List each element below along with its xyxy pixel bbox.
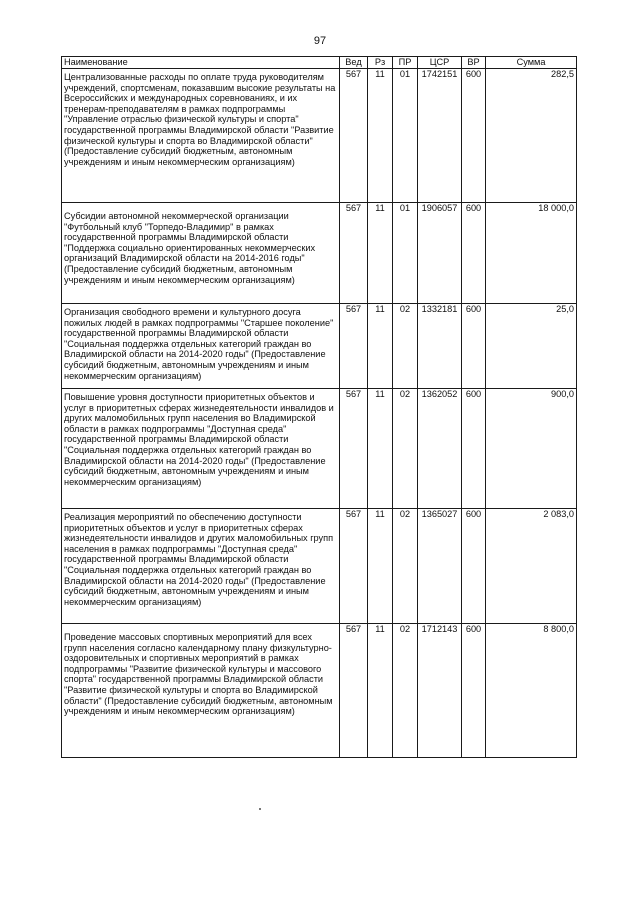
budget-table [61,56,577,758]
row-name: Проведение массовых спортивных мероприятий для всех групп населения согласно календарному плану физкультурно-оздоровительных и спортивных мероприятий в рамках подпрограммы "Развитие физической культуры и массового спорта" государственной программы Владимирской области "Развитие физической культуры и спорта во Владимирской области" (Предоставление субсидий бюджетным, автономным учреждениям и иным некоммерческим организациям) [62,624,340,758]
row-csr: 1742151 [418,69,462,203]
table-row [62,389,577,509]
row-csr: 1712143 [418,624,462,758]
row-name: Субсидии автономной некоммерческой организации "Футбольный клуб "Торпедо-Владимир" в рамках государственной программы Владимирской области "Поддержка социально ориентированных некоммерческих организаций Владимирской области на 2014-2016 годы" (Предоставление субсидий бюджетным, автономным учреждениям и иным некоммерческим организациям) [62,203,340,304]
row-sum: 282,5 [486,69,577,203]
row-vr: 600 [462,203,486,304]
row-ved: 567 [340,624,368,758]
table-row [62,509,577,624]
row-ved: 567 [340,389,368,509]
row-rz: 11 [368,624,393,758]
row-rz: 11 [368,389,393,509]
row-sum: 2 083,0 [486,509,577,624]
row-vr: 600 [462,624,486,758]
row-pr: 02 [393,304,418,389]
row-ved: 567 [340,509,368,624]
row-name: Организация свободного времени и культурного досуга пожилых людей в рамках подпрограммы "Старшее поколение" государственной программы Владимирской области "Социальная поддержка отдельных категорий граждан во Владимирской области на 2014-2020 годы" (Предоставление субсидий бюджетным, автономным учреждениям и иным некоммерческим организациям) [62,304,340,389]
row-csr: 1906057 [418,203,462,304]
row-vr: 600 [462,509,486,624]
row-sum: 8 800,0 [486,624,577,758]
header-rz: Рз [368,57,393,69]
table-row [62,69,577,203]
header-csr: ЦСР [418,57,462,69]
header-vr: ВР [462,57,486,69]
table-header [62,57,577,69]
row-ved: 567 [340,69,368,203]
row-rz: 11 [368,203,393,304]
row-name: Повышение уровня доступности приоритетных объектов и услуг в приоритетных сферах жизнедеятельности инвалидов и других маломобильных групп населения во Владимирской области в рамках подпрограммы "Доступная среда" государственной программы Владимирской области "Социальная поддержка отдельных категорий граждан во Владимирской области на 2014-2020 годы" (Предоставление субсидий бюджетным, автономным учреждениям и иным некоммерческим организациям) [62,389,340,509]
row-csr: 1332181 [418,304,462,389]
row-ved: 567 [340,203,368,304]
row-rz: 11 [368,304,393,389]
page-number: 97 [313,35,327,47]
table-body [62,69,577,758]
row-sum: 25,0 [486,304,577,389]
row-rz: 11 [368,69,393,203]
row-pr: 01 [393,69,418,203]
table-row [62,203,577,304]
header-name: Наименование [62,57,340,69]
row-csr: 1365027 [418,509,462,624]
header-row [62,57,577,69]
row-sum: 18 000,0 [486,203,577,304]
row-pr: 01 [393,203,418,304]
row-name: Централизованные расходы по оплате труда руководителям учреждений, спортсменам, показавшим высокие результаты на Всероссийских и международных соревнованиях, и их тренерам-преподавателям в рамках подпрограммы "Управление отраслью физической культуры и спорта" государственной программы Владимирской области "Развитие физической культуры и спорта во Владимирской области" (Предоставление субсидий бюджетным, автономным учреждениям и иным некоммерческим организациям) [62,69,340,203]
row-pr: 02 [393,509,418,624]
row-vr: 600 [462,389,486,509]
row-pr: 02 [393,389,418,509]
row-pr: 02 [393,624,418,758]
row-vr: 600 [462,69,486,203]
row-ved: 567 [340,304,368,389]
row-name: Реализация мероприятий по обеспечению доступности приоритетных объектов и услуг в приоритетных сферах жизнедеятельности инвалидов и других маломобильных групп населения в рамках подпрограммы "Доступная среда" государственной программы Владимирской области "Социальная поддержка отдельных категорий граждан во Владимирской области на 2014-2020 годы" (Предоставление субсидий бюджетным, автономным учреждениям и иным некоммерческим организациям) [62,509,340,624]
row-csr: 1362052 [418,389,462,509]
table-row [62,304,577,389]
row-rz: 11 [368,509,393,624]
header-pr: ПР [393,57,418,69]
header-sum: Сумма [486,57,577,69]
row-sum: 900,0 [486,389,577,509]
row-vr: 600 [462,304,486,389]
header-ved: Вед [340,57,368,69]
table-row [62,624,577,758]
scan-speck [259,808,261,810]
